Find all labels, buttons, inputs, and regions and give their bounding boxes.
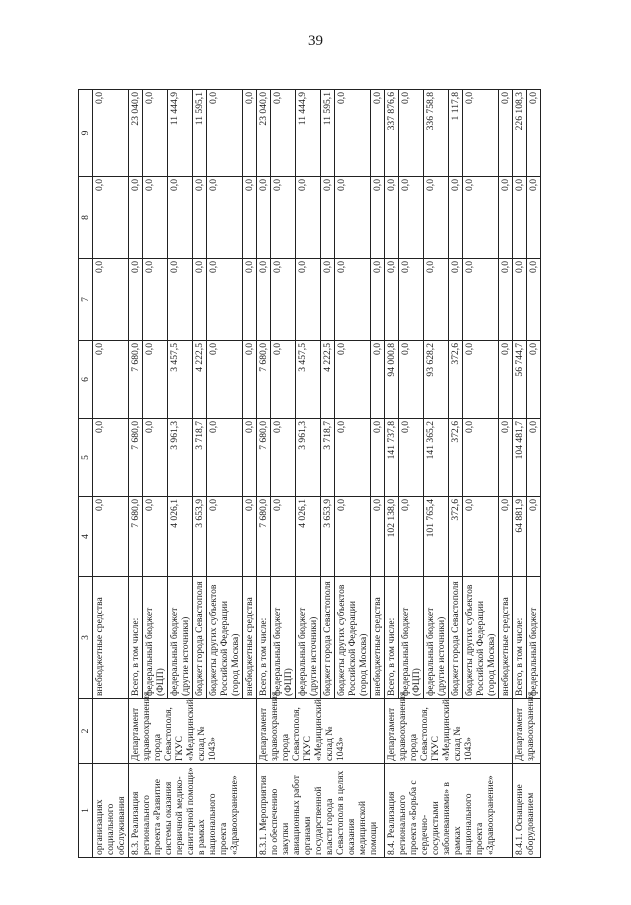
header-cell: 1	[79, 764, 93, 858]
funding-source-cell: Всего, в том числе:	[257, 577, 271, 699]
amount-cell: 0,0	[335, 341, 371, 419]
amount-cell: 7 680,0	[129, 341, 143, 419]
amount-cell: 0,0	[399, 341, 424, 419]
amount-cell: 11 444,9	[296, 90, 321, 177]
amount-cell: 0,0	[129, 259, 143, 341]
amount-cell: 0,0	[499, 341, 513, 419]
funding-source-cell: бюджет города Севастополя	[193, 577, 207, 699]
funding-source-cell: бюджеты других субъектов Российской Федерации (город Москва)	[335, 577, 371, 699]
funding-source-cell: Всего, в том числе:	[513, 577, 527, 699]
amount-cell: 4 026,1	[296, 497, 321, 577]
amount-cell: 0,0	[271, 419, 296, 497]
amount-cell: 0,0	[527, 90, 541, 177]
amount-cell: 0,0	[243, 419, 257, 497]
amount-cell: 104 481,7	[513, 419, 527, 497]
amount-cell: 0,0	[527, 341, 541, 419]
amount-cell: 141 365,2	[424, 419, 449, 497]
amount-cell: 4 222,5	[321, 341, 335, 419]
funding-source-cell: внебюджетные средства	[499, 577, 513, 699]
amount-cell: 0,0	[257, 259, 271, 341]
funding-source-cell: федеральный бюджет (другие источники)	[296, 577, 321, 699]
amount-cell: 0,0	[399, 497, 424, 577]
amount-cell: 0,0	[207, 259, 243, 341]
header-cell: 2	[79, 699, 93, 764]
table-row	[257, 90, 271, 858]
amount-cell: 337 876,6	[385, 90, 399, 177]
amount-cell: 0,0	[243, 177, 257, 259]
amount-cell: 0,0	[296, 259, 321, 341]
amount-cell: 0,0	[371, 497, 385, 577]
amount-cell: 0,0	[424, 259, 449, 341]
amount-cell: 0,0	[207, 419, 243, 497]
amount-cell: 3 961,3	[296, 419, 321, 497]
measure-name-cell: 8.4.1. Оснащение оборудованием	[513, 764, 541, 858]
amount-cell: 0,0	[463, 341, 499, 419]
amount-cell: 0,0	[399, 90, 424, 177]
amount-cell: 0,0	[463, 90, 499, 177]
amount-cell: 0,0	[143, 497, 168, 577]
amount-cell: 0,0	[207, 90, 243, 177]
rotated-table-wrapper	[78, 90, 541, 858]
amount-cell: 0,0	[463, 259, 499, 341]
amount-cell: 372,6	[449, 497, 463, 577]
page-number: 39	[308, 33, 323, 49]
amount-cell: 0,0	[93, 341, 129, 419]
funding-source-cell: Всего, в том числе:	[385, 577, 399, 699]
amount-cell: 0,0	[424, 177, 449, 259]
funding-source-cell: федеральный бюджет (ФЦП)	[143, 577, 168, 699]
amount-cell: 0,0	[207, 341, 243, 419]
amount-cell: 11 444,9	[168, 90, 193, 177]
amount-cell: 7 680,0	[257, 341, 271, 419]
measure-name-cell: организациях социального обслуживания	[93, 764, 129, 858]
amount-cell: 372,6	[449, 341, 463, 419]
amount-cell: 336 758,8	[424, 90, 449, 177]
funding-source-cell: федеральный бюджет (ФЦП)	[399, 577, 424, 699]
header-cell: 7	[79, 259, 93, 341]
amount-cell: 3 961,3	[168, 419, 193, 497]
executor-cell: Департамент здравоохранения города Севастополя, ГКУС «Медицинский склад № 1043»	[257, 699, 385, 764]
amount-cell: 3 457,5	[296, 341, 321, 419]
amount-cell: 0,0	[335, 497, 371, 577]
amount-cell: 0,0	[335, 259, 371, 341]
amount-cell: 0,0	[499, 419, 513, 497]
amount-cell: 3 653,9	[193, 497, 207, 577]
amount-cell: 0,0	[207, 497, 243, 577]
amount-cell: 0,0	[271, 90, 296, 177]
amount-cell: 0,0	[463, 419, 499, 497]
amount-cell: 0,0	[399, 177, 424, 259]
amount-cell: 0,0	[143, 341, 168, 419]
amount-cell: 0,0	[371, 90, 385, 177]
funding-source-cell: Всего, в том числе:	[129, 577, 143, 699]
header-cell: 5	[79, 419, 93, 497]
amount-cell: 0,0	[168, 177, 193, 259]
amount-cell: 3 653,9	[321, 497, 335, 577]
amount-cell: 64 881,9	[513, 497, 527, 577]
amount-cell: 0,0	[193, 177, 207, 259]
table-row	[129, 90, 143, 858]
amount-cell: 0,0	[93, 497, 129, 577]
amount-cell: 0,0	[193, 259, 207, 341]
funding-source-cell: внебюджетные средства	[93, 577, 129, 699]
amount-cell: 0,0	[321, 259, 335, 341]
funding-source-cell: федеральный бюджет (ФЦП)	[271, 577, 296, 699]
amount-cell: 0,0	[271, 177, 296, 259]
amount-cell: 0,0	[93, 90, 129, 177]
amount-cell: 0,0	[449, 177, 463, 259]
amount-cell: 0,0	[527, 497, 541, 577]
amount-cell: 11 595,1	[193, 90, 207, 177]
amount-cell: 0,0	[143, 177, 168, 259]
measure-name-cell: 8.4. Реализация регионального проекта «Борьба с сердечно-сосудистыми заболеваниями» в рамках национального проекта «Здравоохранение»	[385, 764, 513, 858]
amount-cell: 372,6	[449, 419, 463, 497]
amount-cell: 0,0	[129, 177, 143, 259]
executor-cell: Департамент здравоохранения	[513, 699, 541, 764]
amount-cell: 23 040,0	[257, 90, 271, 177]
amount-cell: 102 138,0	[385, 497, 399, 577]
amount-cell: 0,0	[296, 177, 321, 259]
header-cell: 4	[79, 497, 93, 577]
budget-table	[78, 89, 541, 858]
funding-source-cell: бюджет города Севастополя	[321, 577, 335, 699]
amount-cell: 0,0	[243, 90, 257, 177]
amount-cell: 93 628,2	[424, 341, 449, 419]
amount-cell: 0,0	[527, 419, 541, 497]
amount-cell: 0,0	[93, 419, 129, 497]
amount-cell: 0,0	[513, 259, 527, 341]
header-cell: 6	[79, 341, 93, 419]
amount-cell: 0,0	[499, 90, 513, 177]
amount-cell: 94 000,8	[385, 341, 399, 419]
amount-cell: 0,0	[513, 177, 527, 259]
amount-cell: 0,0	[271, 341, 296, 419]
amount-cell: 0,0	[93, 177, 129, 259]
amount-cell: 0,0	[371, 419, 385, 497]
amount-cell: 3 457,5	[168, 341, 193, 419]
amount-cell: 23 040,0	[129, 90, 143, 177]
amount-cell: 0,0	[243, 341, 257, 419]
amount-cell: 0,0	[527, 177, 541, 259]
amount-cell: 0,0	[271, 259, 296, 341]
table-row	[93, 90, 129, 858]
amount-cell: 0,0	[335, 177, 371, 259]
amount-cell: 0,0	[207, 177, 243, 259]
funding-source-cell: бюджеты других субъектов Российской Федерации (город Москва)	[207, 577, 243, 699]
amount-cell: 0,0	[371, 341, 385, 419]
amount-cell: 0,0	[499, 497, 513, 577]
amount-cell: 0,0	[399, 419, 424, 497]
funding-source-cell: федеральный бюджет (другие источники)	[168, 577, 193, 699]
amount-cell: 3 718,7	[193, 419, 207, 497]
amount-cell: 4 026,1	[168, 497, 193, 577]
header-row	[79, 90, 93, 858]
funding-source-cell: федеральный бюджет (другие источники)	[424, 577, 449, 699]
amount-cell: 4 222,5	[193, 341, 207, 419]
header-cell: 3	[79, 577, 93, 699]
amount-cell: 0,0	[499, 259, 513, 341]
measure-name-cell: 8.3. Реализация регионального проекта «Развитие системы оказания первичной медико-санитарной помощи» в рамках национального проекта «Здравоохранение»	[129, 764, 257, 858]
amount-cell: 0,0	[385, 259, 399, 341]
amount-cell: 0,0	[527, 259, 541, 341]
executor-cell: Департамент здравоохранения города Севастополя, ГКУС «Медицинский склад № 1043»	[129, 699, 257, 764]
amount-cell: 7 680,0	[257, 419, 271, 497]
amount-cell: 0,0	[449, 259, 463, 341]
amount-cell: 0,0	[335, 419, 371, 497]
amount-cell: 0,0	[463, 177, 499, 259]
amount-cell: 0,0	[143, 90, 168, 177]
amount-cell: 0,0	[243, 259, 257, 341]
amount-cell: 3 718,7	[321, 419, 335, 497]
amount-cell: 7 680,0	[129, 497, 143, 577]
amount-cell: 1 117,8	[449, 90, 463, 177]
amount-cell: 0,0	[399, 259, 424, 341]
funding-source-cell: внебюджетные средства	[371, 577, 385, 699]
funding-source-cell: внебюджетные средства	[243, 577, 257, 699]
amount-cell: 101 765,4	[424, 497, 449, 577]
funding-source-cell: бюджеты других субъектов Российской Федерации (город Москва)	[463, 577, 499, 699]
amount-cell: 0,0	[257, 177, 271, 259]
amount-cell: 7 680,0	[257, 497, 271, 577]
amount-cell: 0,0	[243, 497, 257, 577]
table-row	[385, 90, 399, 858]
header-cell: 8	[79, 177, 93, 259]
amount-cell: 226 108,3	[513, 90, 527, 177]
amount-cell: 0,0	[93, 259, 129, 341]
amount-cell: 0,0	[385, 177, 399, 259]
header-cell: 9	[79, 90, 93, 177]
funding-source-cell: бюджет города Севастополя	[449, 577, 463, 699]
table-row	[513, 90, 527, 858]
amount-cell: 0,0	[463, 497, 499, 577]
executor-cell: Департамент здравоохранения города Севастополя, ГКУС «Медицинский склад № 1043»	[385, 699, 513, 764]
amount-cell: 56 744,7	[513, 341, 527, 419]
amount-cell: 0,0	[335, 90, 371, 177]
executor-cell	[93, 699, 129, 764]
amount-cell: 0,0	[321, 177, 335, 259]
amount-cell: 0,0	[271, 497, 296, 577]
amount-cell: 11 595,1	[321, 90, 335, 177]
amount-cell: 141 737,8	[385, 419, 399, 497]
amount-cell: 0,0	[168, 259, 193, 341]
amount-cell: 0,0	[371, 177, 385, 259]
amount-cell: 0,0	[143, 259, 168, 341]
amount-cell: 0,0	[371, 259, 385, 341]
funding-source-cell: федеральный бюджет	[527, 577, 541, 699]
amount-cell: 7 680,0	[129, 419, 143, 497]
amount-cell: 0,0	[499, 177, 513, 259]
amount-cell: 0,0	[143, 419, 168, 497]
measure-name-cell: 8.3.1. Мероприятия по обеспечению закупки авиационных работ органами государственной власти города Севастополя в целях оказания медицинской помощи	[257, 764, 385, 858]
